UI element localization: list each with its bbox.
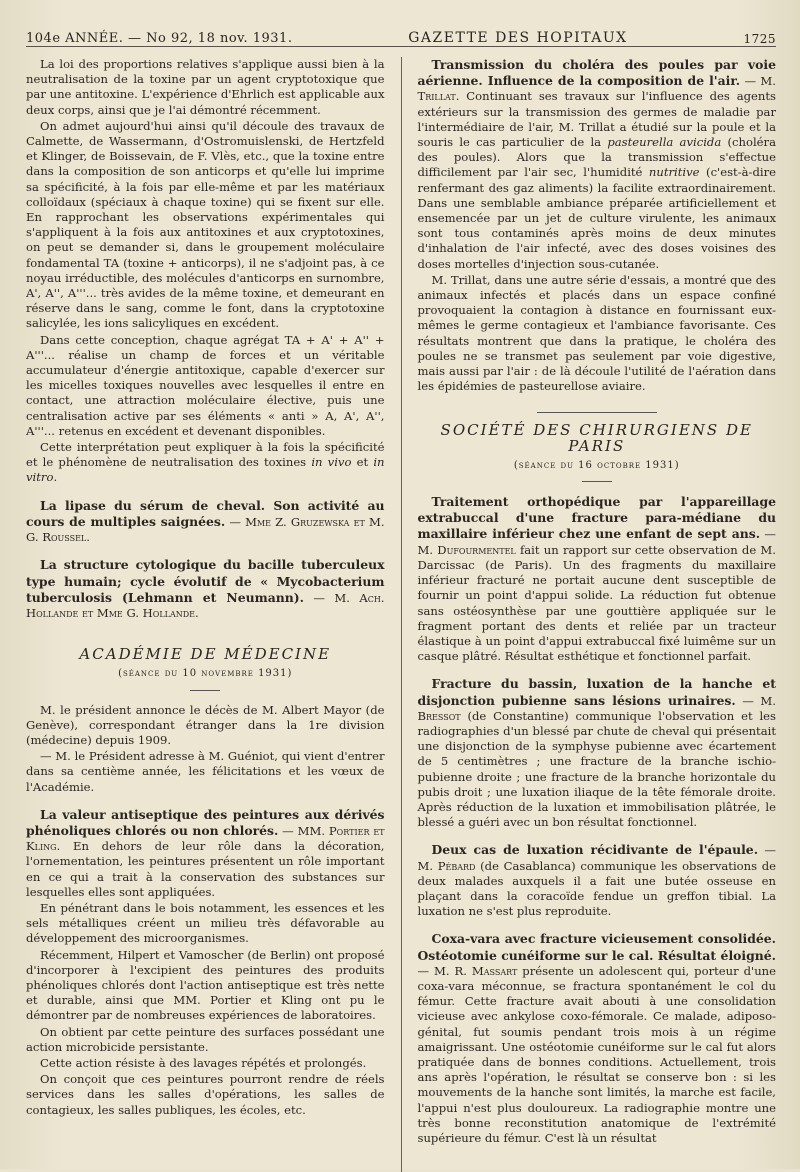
journal-title: GAZETTE DES HOPITAUX xyxy=(408,30,628,46)
session-date: (séance du 16 octobre 1931) xyxy=(513,459,680,471)
article-authors: — Mme Z. Gruzewska et M. G. Roussel. xyxy=(26,514,385,545)
paragraph: Cette action résiste à des lavages répétés et prolongés. xyxy=(40,1055,367,1070)
paragraph: Dans cette conception, chaque agrégat TA + A' + A'' + A'''... réalise un champ de forces et un véritable accumulateur d'énergie antitoxique, capable d'exercer sur les micelles toxiques nouvelles avec lesquelles il entre en contact, une attraction moléculaire élective, puis une centralisation active par ses éléments « anti » A, A', A'', A'''... retenus en excédent et devenant disponibles. xyxy=(26,332,385,438)
paragraph: La loi des proportions relatives s'applique aussi bien à la neutralisation de la toxine par un agent cryptotoxique que par une antitoxine. L'expérience d'Ehrlich est applicable aux deux corps, ainsi que je l'ai démontré récemment. xyxy=(26,57,385,117)
left-column xyxy=(26,57,401,1172)
paragraph: M. le président annonce le décès de M. Albert Mayor (de Genève), correspondant étranger dans la 1re division (médecine) depuis 1909. xyxy=(26,702,385,747)
article-title: La structure cytologique du bacille tuberculeux type humain; cycle évolutif de « Mycobacterium tuberculosis (Lehmann et Neumann). xyxy=(26,557,385,605)
article-text: (choléra des poules). Alors que la transmission s'effectue difficilement par l'air sec, l'humidité xyxy=(417,135,776,180)
article-lipase xyxy=(26,498,385,546)
divider xyxy=(582,481,612,482)
article-cholera xyxy=(418,57,777,272)
article-title: Deux cas de luxation récidivante de l'épaule. xyxy=(431,842,759,858)
article-coxa-vara xyxy=(418,931,777,1146)
article-authors: — M. Dufourmentel xyxy=(417,527,776,557)
article-title: Fracture du bassin, luxation de la hanche et disjonction pubienne sans lésions urinaires. xyxy=(417,676,776,708)
page-header xyxy=(26,18,776,47)
article-authors: — M. Trillat. xyxy=(417,74,776,104)
italic-text: in vivo xyxy=(311,455,352,470)
article-text: présente un adolescent qui, porteur d'une coxa-vara méconnue, se fractura spontanément le col du fémur. Cette fracture avait abouti à une consolidation vicieuse avec ankylose coxo-fémorale. Ce malade, adiposo-génital, fut soumis pendant trois mois à un régime amaigrissant. Une ostéotomie cunéiforme sur le cal fut alors pratiquée dans de bonnes conditions. Actuellement, trois ans après l'opération, le résultat se conserve bon : si les mouvements de la hanche sont limités, la marche est facile, l'appui n'est plus douloureux. La radiographie montre une très bonne reconstitution anatomique de l'extrémité supérieure du fémur. C'est là un résultat xyxy=(417,963,776,1145)
paragraph: Récemment, Hilpert et Vamoscher (de Berlin) ont proposé d'incorporer à l'excipient des peintures des produits phénoliques chlorés dont l'action antiseptique est très nette et durable, ainsi que MM. Portier et Kling ont pu le démontrer par de nombreuses expériences de laboratoires. xyxy=(26,947,385,1023)
paragraph: M. Trillat, dans une autre série d'essais, a montré que des animaux infectés et placés dans un espace confiné provoquaient la contagion à distance en fournissant eux-mêmes le germe contagieux et l'ambiance favorisante. Ces résultats montrent que dans la pratique, le choléra des poules ne se transmet pas seulement par voie digestive, mais aussi par l'air : de là découle l'utilité de l'aération dans les épidémies de pasteurellose aviaire. xyxy=(417,272,776,394)
article-text: (c'est-à-dire renfermant des gaz aliments) la facilite extraordinairement. Dans une semblable ambiance préparée artificiellement et ensemencée par un jet de culture virulente, les animaux sont tous contaminés après moins de deux minutes d'inhalation de l'air infecté, avec des doses voisines des doses mortelles d'injection sous-cutanée. xyxy=(417,165,776,271)
italic-text: pasteurella avicida xyxy=(607,135,722,150)
page-number: 1725 xyxy=(743,32,776,46)
article-peintures xyxy=(26,807,385,900)
article-text: (de Casablanca) communique les observations de deux malades auxquels il a fait une butée osseuse en plaçant dans la coracoïde fendue un greffon tibial. La luxation ne s'est plus reproduite. xyxy=(417,858,776,919)
article-title: Transmission du choléra des poules par voie aérienne. Influence de la composition de l'air. xyxy=(417,57,776,89)
paragraph: On admet aujourd'hui ainsi qu'il découle des travaux de Calmette, de Wassermann, d'Ostromuislenski, de Hertzfeld et Klinger, de Boissevain, de F. Vlès, etc., que la toxine entre dans la composition de son anticorps et qu'elle lui imprime sa spécificité, à la fois par elle-même et par les matériaux colloïdaux (spéciaux à chaque toxine) qui se fixent sur elle. En rapprochant les observations expérimentales qui s'appliquent à la fois aux antitoxines et aux cryptotoxines, on peut se demander si, dans le groupement moléculaire fondamental TA (toxine + anticorps), il ne s'adjoint pas, à ce noyau irréductible, des molécules d'anticorps en surnombre, A', A'', A'''... très avides de la même toxine, et demeurant en réserve dans le sang, comme le font, dans la cryptotoxine salicylée, les ions salicyliques en excédent. xyxy=(26,118,385,331)
article-text: (de Constantine) communique l'observation et les radiographies d'un blessé par chute de cheval qui présentait une disjonction de la symphyse pubienne avec écartement de 5 centimètres ; une fracture de la branche ischio-pubienne droite ; une fracture de la branche horizontale du pubis droit ; une luxation iliaque de la tête fémorale droite. Après réduction de la luxation et immobilisation plâtrée, le blessé a guéri avec un bon résultat fonctionnel. xyxy=(417,708,776,830)
article-title: Traitement orthopédique par l'appareillage extrabuccal d'une fracture para-médiane du maxillaire inférieur chez une enfant de sept ans. xyxy=(417,494,776,542)
paragraph: On obtient par cette peinture des surfaces possédant une action microbicide persistante. xyxy=(26,1024,385,1054)
paragraph: En pénétrant dans le bois notamment, les essences et les sels métalliques créent un milieu très défavorable au développement des microorganismes. xyxy=(26,900,385,946)
divider xyxy=(190,690,220,691)
divider xyxy=(537,412,657,413)
article-text: En dehors de leur rôle dans la décoration, l'ornementation, les peintures présentent un rôle important en ce qui a trait à la conservation des substances sur lesquelles elles sont appliquées. xyxy=(26,839,385,899)
text: . xyxy=(53,470,58,485)
paragraph: — M. le Président adresse à M. Guéniot, qui vient d'entrer dans sa centième année, les félicitations et les vœux de l'Académie. xyxy=(26,749,385,794)
article-authors: — M. Ach. Hollande et Mme G. Hollande. xyxy=(26,590,385,620)
article-authors: — MM. Portier et Kling. xyxy=(26,823,385,854)
article-bassin xyxy=(418,676,777,830)
article-title: Coxa-vara avec fracture vicieusement consolidée. Ostéotomie cunéiforme sur le cal. Résultat éloigné. xyxy=(417,931,776,963)
text: Cette interprétation peut expliquer à la fois la spécificité et le phénomène de neutralisation des toxines xyxy=(26,440,385,470)
paragraph xyxy=(26,440,385,486)
session-date: (séance du 10 novembre 1931) xyxy=(118,668,293,680)
article-bacille xyxy=(26,557,385,621)
article-title: La lipase du sérum de cheval. Son activité au cours de multiples saignées. xyxy=(26,497,385,529)
right-column xyxy=(401,57,777,1172)
section-title: SOCIÉTÉ DES CHIRURGIENS DE PARIS xyxy=(440,421,753,455)
section-title: ACADÉMIE DE MÉDECINE xyxy=(79,645,332,664)
article-authors: — M. R. Massart xyxy=(417,963,518,978)
italic-text: nutritive xyxy=(648,165,700,180)
article-title: La valeur antiseptique des peintures aux dérivés phénoliques chlorés ou non chlorés. xyxy=(26,806,385,838)
article-authors: — M. Pébard xyxy=(417,843,776,873)
italic-text: in vitro xyxy=(26,455,385,485)
article-authors: — M. Bressot xyxy=(417,693,776,723)
article-text: Continuant ses travaux sur l'influence des agents extérieurs sur la transmission des germes de maladie par l'intermédiaire de l'air, M. Trillat a étudié sur la poule et la souris le cas particulier de la xyxy=(417,89,776,150)
text: et xyxy=(351,455,374,470)
article-text: fait un rapport sur cette observation de M. Darcissac (de Paris). Un des fragments du maxillaire inférieur fracturé ne portait aucune dent susceptible de fournir un point d'appui solide. La réduction fut obtenue sans ostéosynthèse par une gouttière appliquée sur le fragment portant des dents et reliée par un tracteur élastique à un point d'appui extrabuccal fixé luimême sur un casque plâtré. Résultat esthétique et fonctionnel parfait. xyxy=(417,542,776,664)
paragraph: On conçoit que ces peintures pourront rendre de réels services dans les salles d'opérations, les salles de contagieux, les salles publiques, les écoles, etc. xyxy=(26,1072,385,1117)
issue-info: 104e ANNÉE. — No 92, 18 nov. 1931. xyxy=(26,31,293,46)
article-epaule xyxy=(418,842,777,919)
article-maxillaire xyxy=(418,494,777,664)
